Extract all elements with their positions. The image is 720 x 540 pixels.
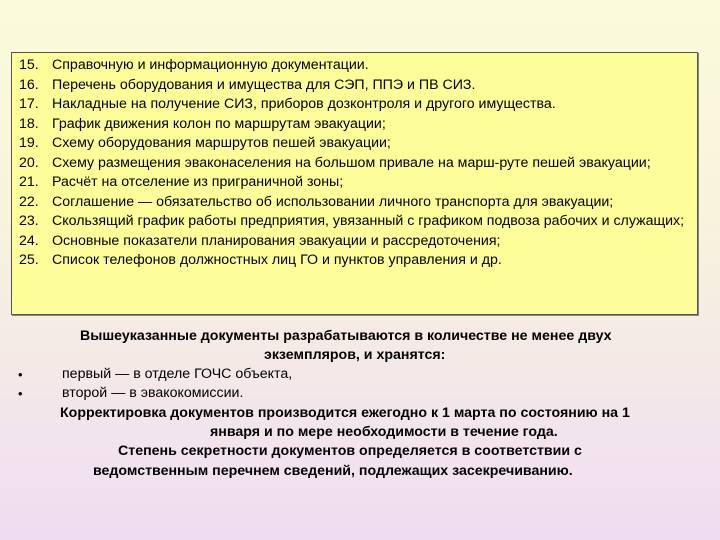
list-item-text: Накладные на получение СИЗ, приборов дозконтроля и другого имущества. (52, 96, 556, 112)
list-item-text: Перечень оборудования и имущества для СЭП, ППЭ и ПВ СИЗ. (52, 76, 476, 93)
list-item (19, 193, 689, 213)
list-item-number: 20. (19, 154, 39, 171)
copies-note-line-2: экземпляров, и хранятся: (264, 347, 446, 363)
list-item-number: 24. (19, 232, 39, 249)
list-item (19, 115, 689, 135)
documents-list-box (11, 52, 698, 315)
list-item-number: 25. (19, 252, 39, 268)
list-item-text: Основные показатели планирования эвакуации и рассредоточения; (52, 232, 501, 249)
correction-note-line-1: Корректировка документов производится ежегодно к 1 марта по состоянию на 1 (60, 405, 630, 421)
list-item-text: График движения колон по маршрутам эвакуации; (52, 115, 386, 132)
list-item-text: Справочную и информационную документации. (52, 57, 369, 73)
list-item-number: 21. (19, 174, 39, 190)
list-item-number: 19. (19, 135, 39, 151)
list-item-text: Схему размещения эваконаселения на большом привале на марш-руте пешей эвакуации; (52, 154, 651, 171)
list-item (19, 76, 689, 96)
list-item-number: 22. (19, 193, 39, 210)
bullet-text: второй — в эвакокомиссии. (62, 385, 244, 401)
list-item (19, 173, 689, 193)
bullet-icon: • (18, 367, 23, 382)
list-item-text: Расчёт на отселение из приграничной зоны; (52, 174, 344, 190)
list-item (19, 56, 689, 76)
bullet-text: первый — в отделе ГОЧС объекта, (62, 366, 293, 382)
list-item-number: 15. (19, 57, 39, 73)
list-item (19, 232, 689, 252)
list-item (19, 212, 689, 232)
list-item (19, 95, 689, 115)
list-item (19, 154, 689, 174)
list-item-text: Соглашение — обязательство об использовании личного транспорта для эвакуации; (52, 193, 614, 210)
list-item (19, 134, 689, 154)
correction-note-line-2: января и по мере необходимости в течение года. (210, 424, 558, 440)
list-item (19, 251, 689, 271)
list-item-text: Список телефонов должностных лиц ГО и пунктов управления и др. (52, 252, 502, 268)
list-item-number: 18. (19, 115, 39, 132)
list-item-text: Скользящий график работы предприятия, увязанный с графиком подвоза рабочих и служащих; (52, 213, 685, 229)
list-item-number: 16. (19, 76, 39, 93)
copies-note-line-1: Вышеуказанные документы разрабатываются в количестве не менее двух (80, 328, 612, 344)
secrecy-note-line-1: Степень секретности документов определяется в соответствии с (118, 443, 582, 459)
secrecy-note-line-2: ведомственным перечнем сведений, подлежащих засекречиванию. (93, 463, 573, 479)
list-item-text: Схему оборудования маршрутов пешей эвакуации; (52, 135, 391, 151)
bullet-icon: • (18, 386, 23, 401)
list-item-number: 17. (19, 96, 39, 112)
list-item-number: 23. (19, 213, 39, 229)
